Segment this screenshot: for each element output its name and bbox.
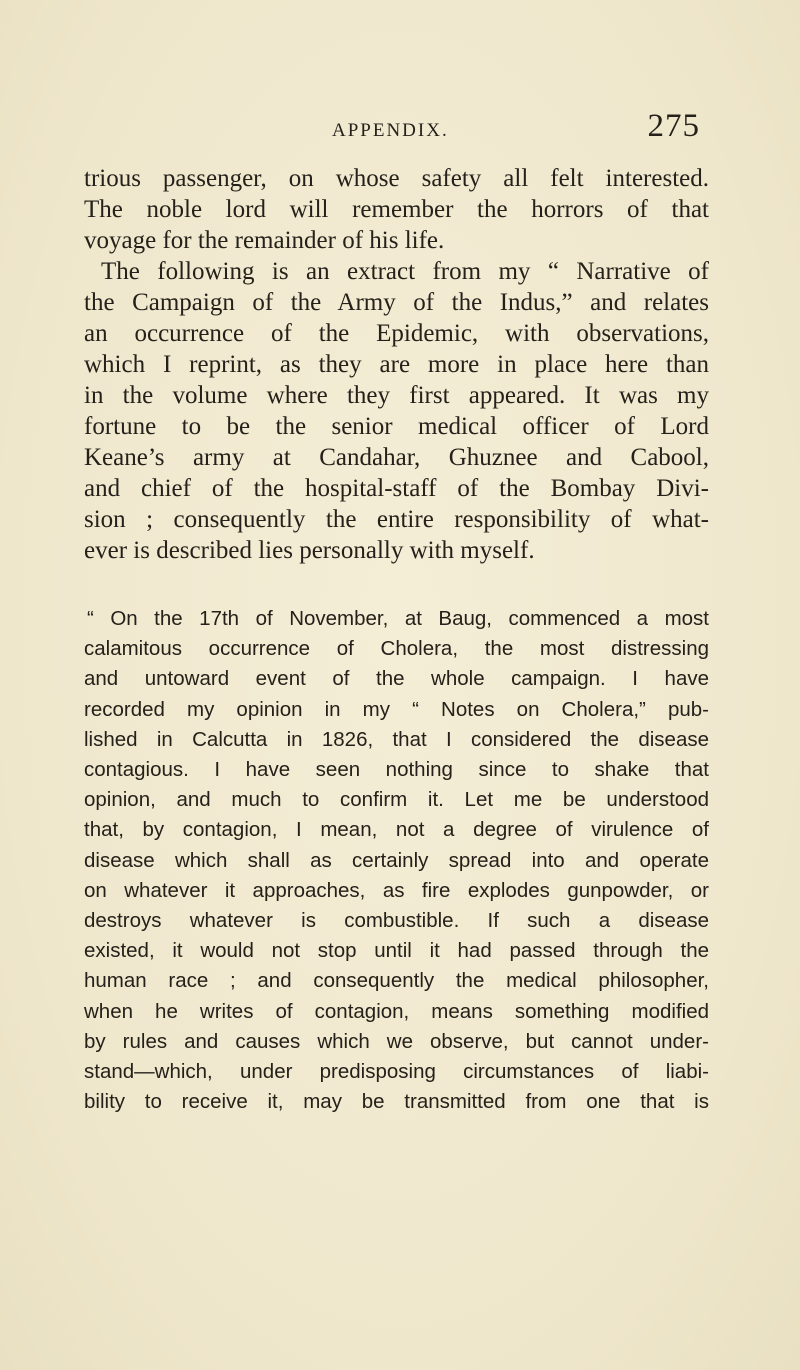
- page-header: [170, 108, 700, 156]
- page-number: 275: [647, 108, 700, 144]
- text-line: when he writes of contagion, means something modified: [84, 999, 709, 1023]
- text-line: by rules and causes which we observe, but cannot under-: [84, 1029, 709, 1053]
- text-line: and chief of the hospital-staff of the Bombay Divi-: [84, 475, 709, 502]
- text-line: that, by contagion, I mean, not a degree of virulence of: [84, 818, 709, 842]
- text-line: The following is an extract from my “ Narrative of: [101, 258, 709, 285]
- text-line: The noble lord will remember the horrors of that: [84, 196, 709, 223]
- text-line: stand—which, under predisposing circumstances of liabi-: [84, 1060, 709, 1084]
- text-line: the Campaign of the Army of the Indus,” and relates: [84, 289, 709, 316]
- text-line: voyage for the remainder of his life.: [84, 227, 445, 254]
- text-line: trious passenger, on whose safety all felt interested.: [84, 165, 709, 192]
- text-line: disease which shall as certainly spread into and operate: [84, 848, 709, 872]
- text-line: existed, it would not stop until it had passed through the: [84, 939, 709, 963]
- text-line: sion ; consequently the entire responsibility of what-: [84, 506, 709, 533]
- text-line: lished in Calcutta in 1826, that I considered the disease: [84, 727, 709, 751]
- text-line: bility to receive it, may be transmitted from one that is: [84, 1090, 709, 1114]
- running-title: APPENDIX.: [332, 120, 449, 141]
- text-line: fortune to be the senior medical officer of Lord: [84, 413, 709, 440]
- text-line: ever is described lies personally with myself.: [84, 537, 535, 564]
- text-line: “ On the 17th of November, at Baug, commenced a most: [87, 607, 709, 630]
- text-line: destroys whatever is combustible. If such a disease: [84, 909, 709, 933]
- text-line: contagious. I have seen nothing since to shake that: [84, 758, 709, 782]
- text-line: on whatever it approaches, as fire explodes gunpowder, or: [84, 878, 709, 902]
- main-text: [84, 163, 709, 566]
- text-line: in the volume where they first appeared. It was my: [84, 382, 709, 409]
- paragraph-continued: [84, 163, 709, 256]
- text-line: human race ; and consequently the medical philosopher,: [84, 969, 709, 993]
- text-line: calamitous occurrence of Cholera, the most distressing: [84, 637, 709, 661]
- text-line: Keane’s army at Candahar, Ghuznee and Cabool,: [84, 444, 709, 471]
- text-line: which I reprint, as they are more in place here than: [84, 351, 709, 378]
- text-line: an occurrence of the Epidemic, with observations,: [84, 320, 709, 347]
- paragraph-extract-intro: [84, 256, 709, 566]
- text-line: opinion, and much to confirm it. Let me be understood: [84, 788, 709, 812]
- text-line: recorded my opinion in my “ Notes on Cholera,” pub-: [84, 697, 709, 721]
- text-line: and untoward event of the whole campaign. I have: [84, 667, 709, 691]
- quoted-extract: [84, 604, 709, 1117]
